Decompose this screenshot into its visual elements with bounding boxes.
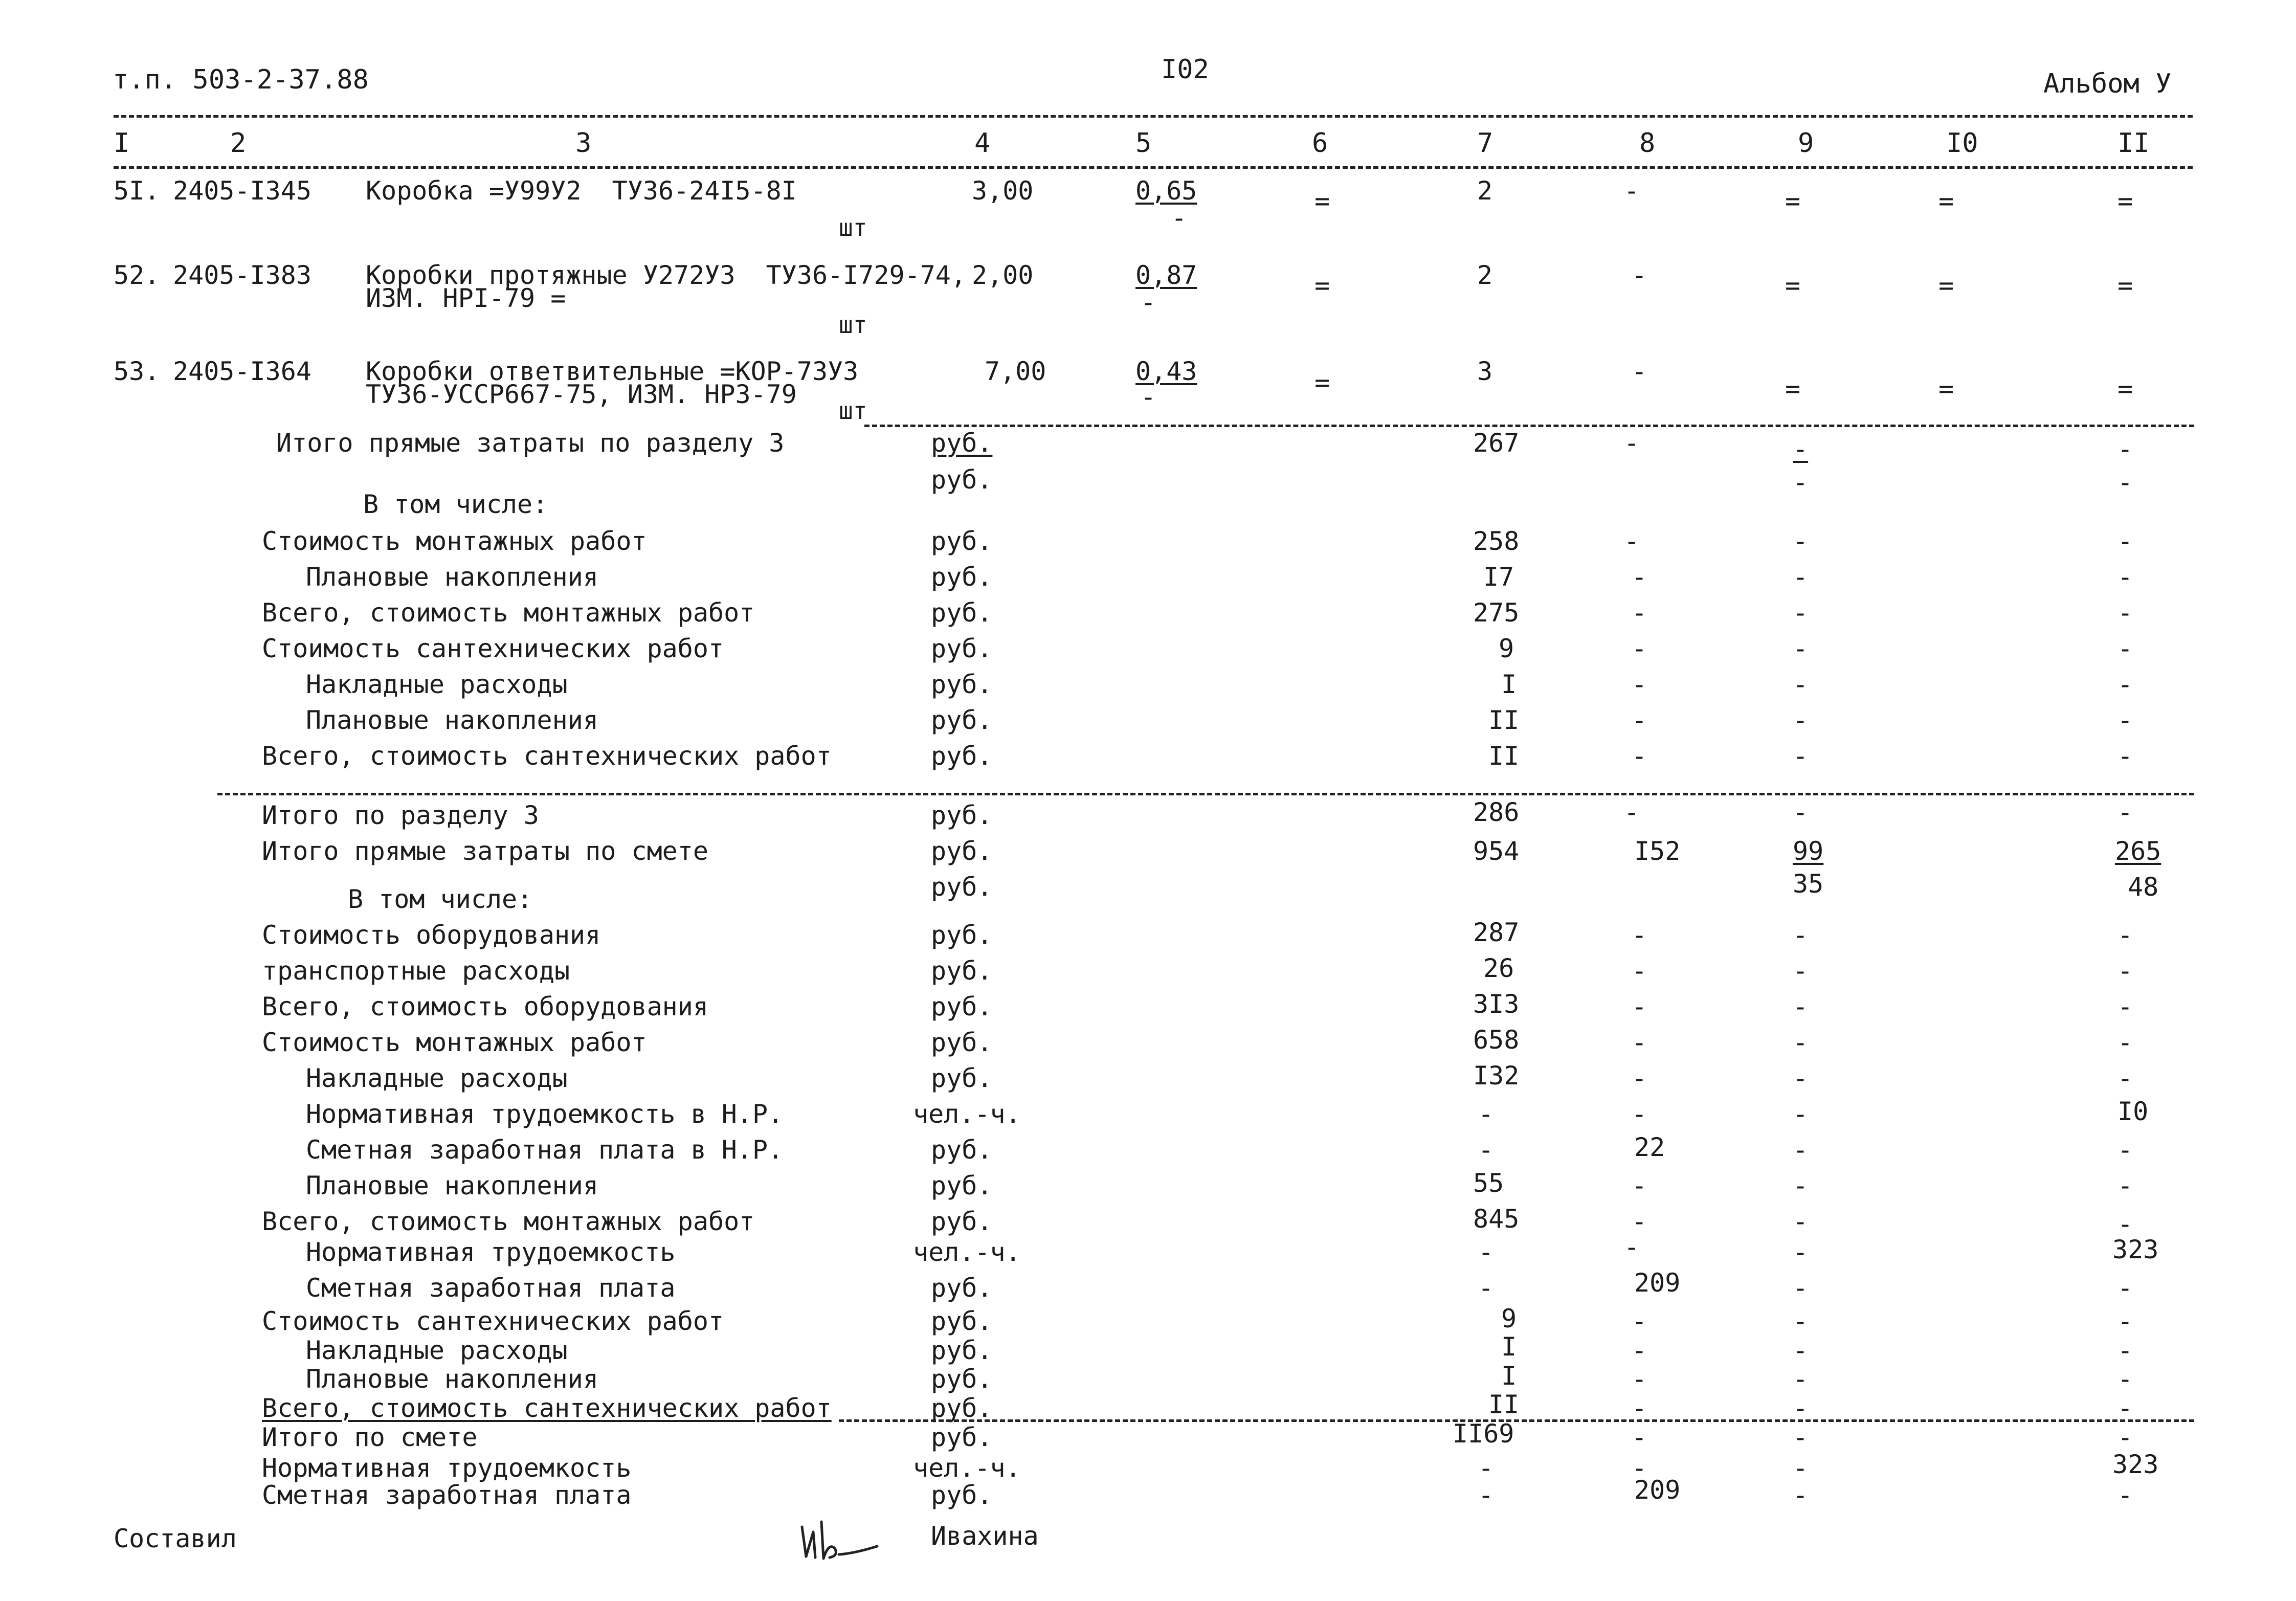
- totals-label: Итого прямые затраты по смете: [262, 836, 708, 866]
- col-header-7: 7: [1477, 128, 1493, 159]
- totals-c7: -: [1478, 1453, 1494, 1483]
- totals-c11: -: [2117, 1273, 2133, 1303]
- item-code: 2405-I364: [173, 357, 311, 386]
- totals-c9: -: [1793, 1453, 1809, 1483]
- totals-c8: -: [1632, 956, 1647, 986]
- totals-unit: руб.: [931, 992, 993, 1021]
- totals-c11: -: [2117, 1135, 2133, 1165]
- totals-c8: -: [1632, 1306, 1647, 1336]
- totals-c7: I: [1501, 1361, 1517, 1391]
- totals-c9: -: [1793, 1480, 1809, 1510]
- totals-unit: чел.-ч.: [913, 1237, 1021, 1267]
- summary-unit: руб.: [931, 634, 993, 663]
- totals-c11: -: [2117, 1063, 2133, 1093]
- totals-c9: -: [1793, 1099, 1809, 1129]
- totals-c8: -: [1632, 1336, 1647, 1365]
- item-unit: шт: [839, 214, 867, 241]
- summary-c8: -: [1632, 741, 1647, 771]
- totals-c9: -: [1793, 992, 1809, 1021]
- totals-unit: руб.: [931, 1207, 993, 1236]
- summary-c11: -: [2117, 705, 2133, 735]
- totals-c7: 3I3: [1473, 989, 1520, 1019]
- totals-unit: руб.: [931, 800, 993, 830]
- summary-c7: 275: [1473, 598, 1520, 628]
- col-header-11: II: [2117, 128, 2150, 159]
- summary-unit: руб.: [931, 705, 993, 735]
- totals-c9: -: [1793, 1171, 1809, 1200]
- totals-unit: руб.: [931, 956, 993, 986]
- item-quantity: 7,00: [985, 357, 1046, 386]
- summary-c11: -: [2117, 526, 2133, 556]
- totals-label: Всего, стоимость сантехнических работ: [262, 1393, 832, 1423]
- col-header-10: I0: [1946, 128, 1978, 159]
- item-name: Коробки ответвительные =КОР-73У3: [366, 357, 859, 386]
- summary-c8: -: [1632, 705, 1647, 735]
- rule-items-bottom: [864, 425, 2194, 427]
- totals-c11: -: [2117, 1171, 2133, 1200]
- summary-label: Всего, стоимость сантехнических работ: [262, 741, 832, 771]
- totals-c8: 209: [1634, 1475, 1681, 1505]
- summary-c8: -: [1632, 562, 1647, 592]
- totals-label: Всего, стоимость монтажных работ: [262, 1207, 755, 1236]
- totals-c8: -: [1632, 1028, 1647, 1057]
- totals-label: Стоимость оборудования: [262, 920, 601, 950]
- totals-label: Всего, стоимость оборудования: [262, 992, 708, 1021]
- item-c10: =: [1938, 374, 1954, 404]
- col-header-9: 9: [1798, 128, 1814, 159]
- totals-unit: руб.: [931, 1422, 993, 1452]
- col-header-5: 5: [1135, 128, 1152, 159]
- totals-c11: -: [2117, 1422, 2133, 1452]
- totals-unit: чел.-ч.: [913, 1453, 1021, 1483]
- summary-c11: -: [2117, 468, 2133, 497]
- item-c6: =: [1314, 186, 1330, 216]
- totals-label: Нормативная трудоемкость: [306, 1237, 676, 1267]
- summary-label: Итого прямые затраты по разделу 3: [276, 428, 785, 458]
- totals-c9: 99: [1793, 836, 1824, 866]
- summary-c8: -: [1624, 526, 1640, 556]
- summary-c9: -: [1793, 741, 1809, 771]
- item-price: 0,43: [1135, 357, 1197, 386]
- totals-c9: -: [1793, 1135, 1809, 1165]
- summary-c9: -: [1793, 526, 1809, 556]
- item-c8: -: [1624, 176, 1640, 206]
- totals-unit: руб.: [931, 920, 993, 950]
- totals-c7: 9: [1501, 1304, 1517, 1333]
- totals-c11: -: [2117, 1028, 2133, 1057]
- item-total: 3: [1477, 357, 1493, 386]
- totals-c7: -: [1478, 1273, 1494, 1303]
- item-c8: -: [1632, 260, 1647, 290]
- item-total: 2: [1477, 176, 1493, 206]
- album-label: Альбом У: [2043, 69, 2172, 99]
- totals-label: Плановые накопления: [306, 1171, 598, 1200]
- item-number: 5I.: [114, 176, 160, 206]
- summary-c7: II: [1488, 741, 1520, 771]
- totals-c8: -: [1632, 1453, 1647, 1483]
- totals-c8: -: [1632, 1063, 1647, 1093]
- summary-c9: -: [1793, 562, 1809, 592]
- summary-c8: -: [1624, 428, 1640, 458]
- item-number: 53.: [114, 357, 160, 386]
- totals-label: Стоимость сантехнических работ: [262, 1306, 724, 1336]
- totals-c11: -: [2117, 956, 2133, 986]
- totals-unit: руб.: [931, 1171, 993, 1200]
- item-code: 2405-I383: [173, 260, 311, 290]
- totals-c8: -: [1632, 1099, 1647, 1129]
- rule-header-bottom: [114, 166, 2193, 169]
- item-c9: =: [1785, 271, 1801, 300]
- totals-c11: -: [2117, 1306, 2133, 1336]
- totals-c9: -: [1793, 1422, 1809, 1452]
- totals-unit: руб.: [931, 872, 993, 902]
- totals-unit: чел.-ч.: [913, 1099, 1021, 1129]
- totals-c11: I0: [2117, 1097, 2149, 1126]
- totals-c9: 35: [1793, 869, 1824, 899]
- totals-unit: руб.: [931, 836, 993, 866]
- summary-c11: -: [2117, 741, 2133, 771]
- totals-c7: 55: [1473, 1168, 1504, 1198]
- totals-label: Сметная заработная плата в Н.Р.: [306, 1135, 784, 1165]
- summary-c11: -: [2117, 562, 2133, 592]
- summary-unit: руб.: [931, 428, 993, 458]
- item-name: Коробка =У99У2 ТУ36-24I5-8I: [366, 176, 797, 206]
- summary-c7: 9: [1499, 634, 1514, 663]
- item-c6: =: [1314, 368, 1330, 397]
- summary-c9: -: [1793, 468, 1809, 497]
- totals-c7: 658: [1473, 1025, 1520, 1055]
- totals-unit: руб.: [931, 1336, 993, 1365]
- totals-c8: -: [1632, 1171, 1647, 1200]
- project-number: т.п. 503-2-37.88: [113, 64, 369, 95]
- totals-subheading: В том числе:: [348, 884, 533, 914]
- item-quantity: 3,00: [972, 176, 1034, 206]
- totals-unit: руб.: [931, 1273, 993, 1303]
- item-c6: =: [1314, 271, 1330, 300]
- summary-c11: -: [2117, 670, 2133, 699]
- summary-c9: -: [1793, 670, 1809, 699]
- summary-c7: I7: [1483, 562, 1514, 592]
- totals-label: Накладные расходы: [306, 1063, 568, 1093]
- summary-label: Плановые накопления: [306, 705, 598, 735]
- item-c11: =: [2117, 186, 2133, 216]
- totals-c9: -: [1793, 1207, 1809, 1236]
- item-unit: шт: [839, 397, 867, 425]
- totals-c9: -: [1793, 1063, 1809, 1093]
- totals-c11: -: [2117, 920, 2133, 950]
- summary-c8: -: [1632, 634, 1647, 663]
- totals-c7: 845: [1473, 1204, 1520, 1234]
- summary-unit: руб.: [931, 741, 993, 771]
- item-number: 52.: [114, 260, 160, 290]
- item-code: 2405-I345: [173, 176, 311, 206]
- col-header-6: 6: [1312, 128, 1328, 159]
- item-c9: =: [1785, 374, 1801, 404]
- totals-label: Нормативная трудоемкость в Н.Р.: [306, 1099, 784, 1129]
- summary-unit: руб.: [931, 562, 993, 592]
- totals-c8: 22: [1634, 1132, 1665, 1162]
- summary-unit: руб.: [931, 670, 993, 699]
- summary-c9: -: [1793, 434, 1809, 464]
- item-unit: шт: [839, 311, 867, 339]
- summary-label: Стоимость сантехнических работ: [262, 634, 724, 663]
- totals-label: Итого по смете: [262, 1422, 478, 1452]
- item-name: Коробки протяжные У272У3 ТУ36-I729-74,: [366, 260, 966, 290]
- totals-c7: I: [1501, 1332, 1517, 1362]
- totals-c9: -: [1793, 1336, 1809, 1365]
- item-c11: =: [2117, 271, 2133, 300]
- totals-unit: руб.: [931, 1480, 993, 1510]
- totals-c8: -: [1632, 1364, 1647, 1394]
- totals-c8: 209: [1634, 1268, 1681, 1298]
- summary-c9: -: [1793, 634, 1809, 663]
- totals-c7: I32: [1473, 1061, 1520, 1091]
- item-price-sub: -: [1141, 287, 1156, 317]
- summary-unit: руб.: [931, 598, 993, 628]
- summary-label: Накладные расходы: [306, 670, 568, 699]
- rule-section-bottom: [217, 793, 2194, 795]
- totals-c11: -: [2117, 1336, 2133, 1365]
- col-header-2: 2: [230, 128, 247, 159]
- col-header-8: 8: [1639, 128, 1656, 159]
- totals-c11: -: [2117, 992, 2133, 1021]
- totals-label: Сметная заработная плата: [306, 1273, 676, 1303]
- totals-c9: -: [1793, 920, 1809, 950]
- totals-c9: -: [1793, 1273, 1809, 1303]
- totals-c11: -: [2117, 1209, 2133, 1239]
- totals-c7: 287: [1473, 918, 1520, 947]
- totals-c9: -: [1793, 1237, 1809, 1267]
- item-c10: =: [1938, 271, 1954, 300]
- totals-label: Плановые накопления: [306, 1364, 598, 1394]
- totals-c9: -: [1793, 1393, 1809, 1423]
- col-header-1: I: [114, 128, 130, 159]
- item-price: 0,87: [1135, 260, 1197, 290]
- col-header-4: 4: [974, 128, 991, 159]
- totals-unit: руб.: [931, 1135, 993, 1165]
- rule-top: [114, 115, 2193, 118]
- summary-c7: 267: [1473, 428, 1520, 458]
- item-c11: =: [2117, 374, 2133, 404]
- page-number: I02: [1161, 54, 1209, 85]
- item-c8: -: [1632, 357, 1647, 386]
- totals-c7: II: [1488, 1390, 1520, 1419]
- summary-c7: II: [1488, 705, 1520, 735]
- summary-unit: руб.: [931, 526, 993, 556]
- totals-c9: -: [1793, 1306, 1809, 1336]
- totals-c8: -: [1632, 1207, 1647, 1236]
- totals-c11: -: [2117, 1480, 2133, 1510]
- summary-c11: -: [2117, 434, 2133, 464]
- item-price-sub: -: [1171, 203, 1187, 233]
- totals-label: Нормативная трудоемкость: [262, 1453, 632, 1483]
- totals-c7: -: [1478, 1480, 1494, 1510]
- compiled-by-label: Составил: [114, 1524, 237, 1553]
- rule-totals: [839, 1419, 2194, 1422]
- summary-label: Всего, стоимость монтажных работ: [262, 598, 755, 628]
- totals-label: Стоимость монтажных работ: [262, 1028, 647, 1057]
- totals-c11: -: [2117, 1393, 2133, 1423]
- totals-unit: руб.: [931, 1063, 993, 1093]
- item-c10: =: [1938, 186, 1954, 216]
- totals-c8: -: [1632, 992, 1647, 1021]
- totals-label: транспортные расходы: [262, 956, 570, 986]
- totals-c7: 954: [1473, 836, 1520, 866]
- totals-unit: руб.: [931, 1028, 993, 1057]
- item-name-line2: ИЗМ. НРI-79 =: [366, 283, 566, 313]
- totals-c8: -: [1624, 797, 1640, 827]
- summary-c8: -: [1632, 670, 1647, 699]
- summary-c9: -: [1793, 598, 1809, 628]
- totals-c8: -: [1624, 1232, 1640, 1262]
- totals-c7: 286: [1473, 797, 1520, 827]
- totals-c7: 26: [1483, 953, 1514, 983]
- totals-c7: -: [1478, 1135, 1494, 1165]
- summary-c11: -: [2117, 634, 2133, 663]
- summary-c8: -: [1632, 598, 1647, 628]
- totals-c8: -: [1632, 1422, 1647, 1452]
- totals-unit: руб.: [931, 1306, 993, 1336]
- totals-label: Итого по разделу 3: [262, 800, 539, 830]
- summary-subheading: В том числе:: [363, 490, 548, 519]
- summary-c7: 258: [1473, 526, 1520, 556]
- totals-c9: -: [1793, 1364, 1809, 1394]
- summary-c9: -: [1793, 705, 1809, 735]
- totals-c11: -: [2117, 1364, 2133, 1394]
- summary-c11: -: [2117, 598, 2133, 628]
- item-quantity: 2,00: [972, 260, 1034, 290]
- totals-c11: 265: [2115, 836, 2161, 866]
- summary-label: Плановые накопления: [306, 562, 598, 592]
- totals-c8: -: [1632, 1393, 1647, 1423]
- totals-c9: -: [1793, 797, 1809, 827]
- item-price: 0,65: [1135, 176, 1197, 206]
- totals-label: Сметная заработная плата: [262, 1480, 632, 1510]
- handwritten-signature: [793, 1517, 885, 1573]
- summary-label: Стоимость монтажных работ: [262, 526, 647, 556]
- totals-c8: I52: [1634, 836, 1681, 866]
- totals-unit: руб.: [931, 1393, 993, 1423]
- totals-c11: 323: [2112, 1450, 2159, 1479]
- summary-c7: I: [1501, 670, 1517, 699]
- totals-unit: руб.: [931, 1364, 993, 1394]
- item-name-line2: ТУ36-УССР667-75, ИЗМ. НР3-79: [366, 380, 797, 409]
- totals-label: Накладные расходы: [306, 1336, 568, 1365]
- totals-c11: 323: [2112, 1235, 2159, 1264]
- totals-c11: 48: [2128, 872, 2159, 902]
- totals-c7: -: [1478, 1099, 1494, 1129]
- totals-c8: -: [1632, 920, 1647, 950]
- item-price-sub: -: [1141, 382, 1156, 412]
- col-header-3: 3: [575, 128, 592, 159]
- totals-c9: -: [1793, 1028, 1809, 1057]
- summary-unit: руб.: [931, 465, 993, 495]
- item-c9: =: [1785, 186, 1801, 216]
- compiler-name: Ивахина: [931, 1521, 1039, 1551]
- totals-c11: -: [2117, 797, 2133, 827]
- item-total: 2: [1477, 260, 1493, 290]
- totals-c9: -: [1793, 956, 1809, 986]
- totals-c7: II69: [1453, 1419, 1514, 1449]
- totals-c7: -: [1478, 1237, 1494, 1267]
